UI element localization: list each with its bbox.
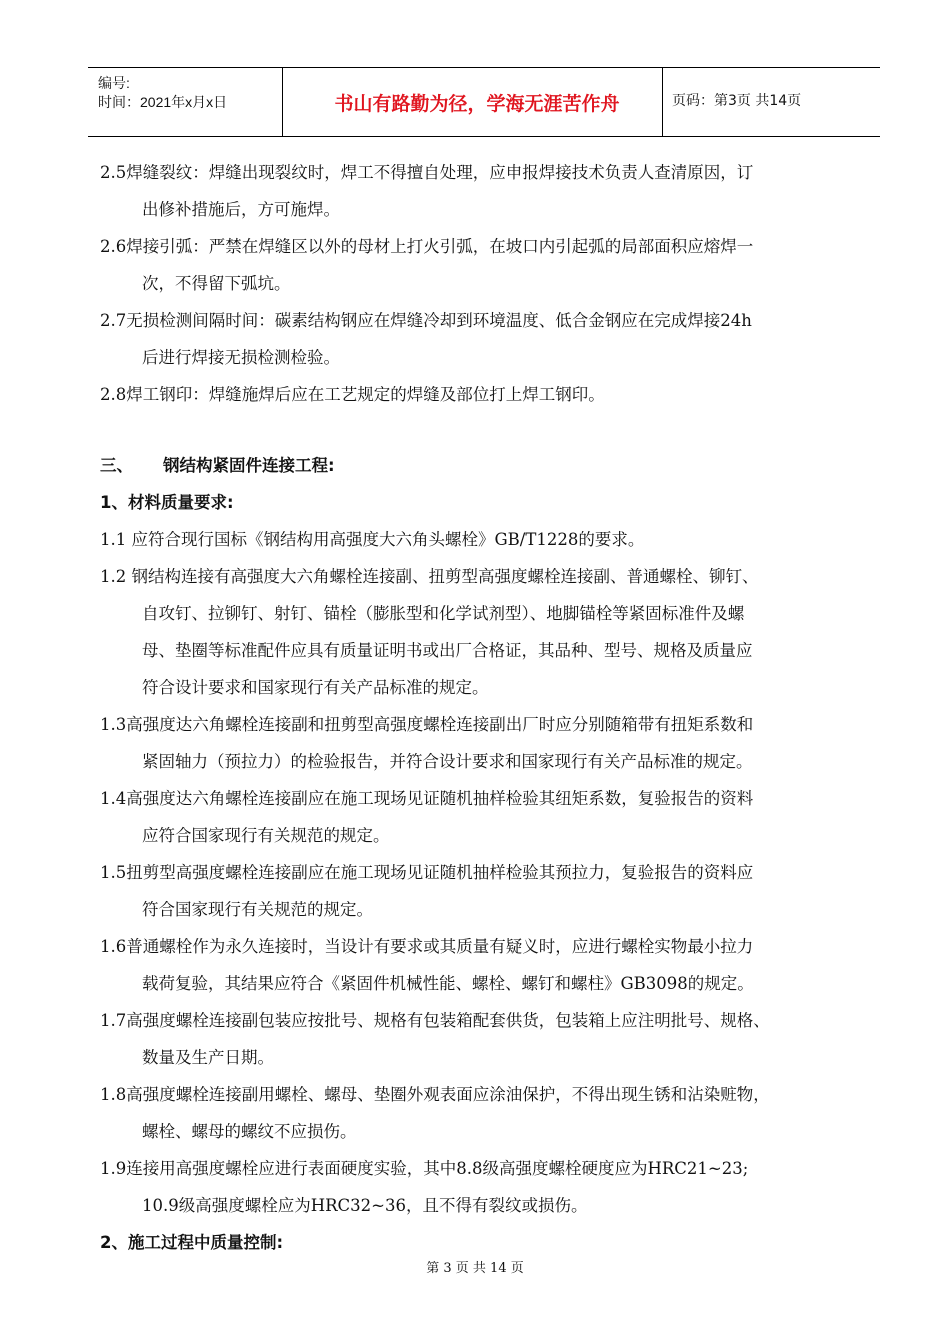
clause-number: 1.2 <box>100 567 127 586</box>
page-header <box>88 67 880 137</box>
clause-continuation: 次，不得留下弧坑。 <box>142 274 291 293</box>
page-footer: 第 3 页 共 14 页 <box>426 1261 524 1276</box>
clause-number: 1.1 <box>100 530 127 549</box>
clause-number: 1.4 <box>100 789 127 808</box>
clause-text: 高强度达六角螺栓连接副应在施工现场见证随机抽样检验其纽矩系数，复验报告的资料 <box>126 789 754 808</box>
clause-text: 焊缝裂纹：焊缝出现裂纹时，焊工不得擅自处理，应申报焊接技术负责人查清原因，订 <box>126 163 754 182</box>
clause-text: 无损检测间隔时间：碳素结构钢应在焊缝冷却到环境温度、低合金钢应在完成焊接24h <box>126 311 752 330</box>
clause-text: 焊接引弧：严禁在焊缝区以外的母材上打火引弧，在坡口内引起弧的局部面积应熔焊一 <box>126 237 754 256</box>
clause-item <box>100 558 890 706</box>
clause-text: 连接用高强度螺栓应进行表面硬度实验，其中8.8级高强度螺栓硬度应为HRC21~23; <box>126 1159 749 1178</box>
clause-continuation: 后进行焊接无损检测检验。 <box>142 348 340 367</box>
header-motto: 书山有路勤为径，学海无涯苦作舟 <box>334 92 620 115</box>
subheading-process-control: 2、施工过程中质量控制: <box>100 1233 284 1252</box>
clause-continuation: 载荷复验，其结果应符合《紧固件机械性能、螺栓、螺钉和螺柱》GB3098的规定。 <box>142 974 754 993</box>
clause-item <box>100 780 890 854</box>
clause-continuation: 紧固轴力（预拉力）的检验报告，并符合设计要求和国家现行有关产品标准的规定。 <box>142 752 753 771</box>
clause-item <box>100 1076 890 1150</box>
clause-number: 1.8 <box>100 1085 127 1104</box>
clause-number: 1.9 <box>100 1159 127 1178</box>
materials-section <box>100 521 890 1224</box>
clause-item <box>100 706 890 780</box>
clause-item <box>100 854 890 928</box>
clause-continuation: 母、垫圈等标准配件应具有质量证明书或出厂合格证，其品种、型号、规格及质量应 <box>142 641 753 660</box>
header-divider <box>662 68 663 136</box>
clause-item <box>100 376 890 413</box>
clause-continuation: 自攻钉、拉铆钉、射钉、锚栓（膨胀型和化学试剂型）、地脚锚栓等紧固标准件及螺 <box>142 604 745 623</box>
welding-section <box>100 154 890 413</box>
clause-continuation: 符合国家现行有关规范的规定。 <box>142 900 373 919</box>
document-body <box>100 154 890 1261</box>
clause-text: 焊工钢印：焊缝施焊后应在工艺规定的焊缝及部位打上焊工钢印。 <box>126 385 605 404</box>
clause-text: 普通螺栓作为永久连接时，当设计有要求或其质量有疑义时，应进行螺栓实物最小拉力 <box>126 937 754 956</box>
clause-continuation: 数量及生产日期。 <box>142 1048 274 1067</box>
clause-number: 1.7 <box>100 1011 127 1030</box>
clause-number: 2.5 <box>100 163 127 182</box>
clause-item <box>100 928 890 1002</box>
clause-number: 2.8 <box>100 385 127 404</box>
header-divider <box>282 68 283 136</box>
clause-continuation: 应符合国家现行有关规范的规定。 <box>142 826 390 845</box>
clause-item <box>100 154 890 228</box>
clause-number: 1.6 <box>100 937 127 956</box>
section-title: 钢结构紧固件连接工程: <box>163 456 335 475</box>
clause-continuation: 螺栓、螺母的螺纹不应损伤。 <box>142 1122 357 1141</box>
header-meta <box>98 74 227 112</box>
serial-label: 编号: <box>98 75 130 91</box>
clause-text: 高强度螺栓连接副用螺栓、螺母、垫圈外观表面应涂油保护，不得出现生锈和沾染赃物， <box>126 1085 770 1104</box>
clause-item <box>100 228 890 302</box>
clause-text: 高强度螺栓连接副包装应按批号、规格有包装箱配套供货，包装箱上应注明批号、规格、 <box>126 1011 770 1030</box>
header-page-label: 页码：第3页 共14页 <box>672 93 802 109</box>
clause-continuation: 出修补措施后，方可施焊。 <box>142 200 340 219</box>
clause-item <box>100 1002 890 1076</box>
clause-item <box>100 1150 890 1224</box>
time-label: 时间：2021年x月x日 <box>98 94 228 110</box>
clause-item <box>100 521 890 558</box>
clause-number: 1.5 <box>100 863 127 882</box>
clause-item <box>100 302 890 376</box>
clause-number: 1.3 <box>100 715 127 734</box>
clause-text: 应符合现行国标《钢结构用高强度大六角头螺栓》GB/T1228的要求。 <box>126 530 645 549</box>
clause-text: 高强度达六角螺栓连接副和扭剪型高强度螺栓连接副出厂时应分别随箱带有扭矩系数和 <box>126 715 754 734</box>
subheading-materials: 1、材料质量要求: <box>100 493 234 512</box>
clause-text: 钢结构连接有高强度大六角螺栓连接副、扭剪型高强度螺栓连接副、普通螺栓、铆钉、 <box>126 567 759 586</box>
clause-continuation: 10.9级高强度螺栓应为HRC32~36，且不得有裂纹或损伤。 <box>142 1196 588 1215</box>
section-number: 三、 <box>100 456 133 475</box>
clause-text: 扭剪型高强度螺栓连接副应在施工现场见证随机抽样检验其预拉力，复验报告的资料应 <box>126 863 754 882</box>
clause-continuation: 符合设计要求和国家现行有关产品标准的规定。 <box>142 678 489 697</box>
section-heading-3 <box>100 447 890 484</box>
clause-number: 2.7 <box>100 311 127 330</box>
clause-number: 2.6 <box>100 237 127 256</box>
